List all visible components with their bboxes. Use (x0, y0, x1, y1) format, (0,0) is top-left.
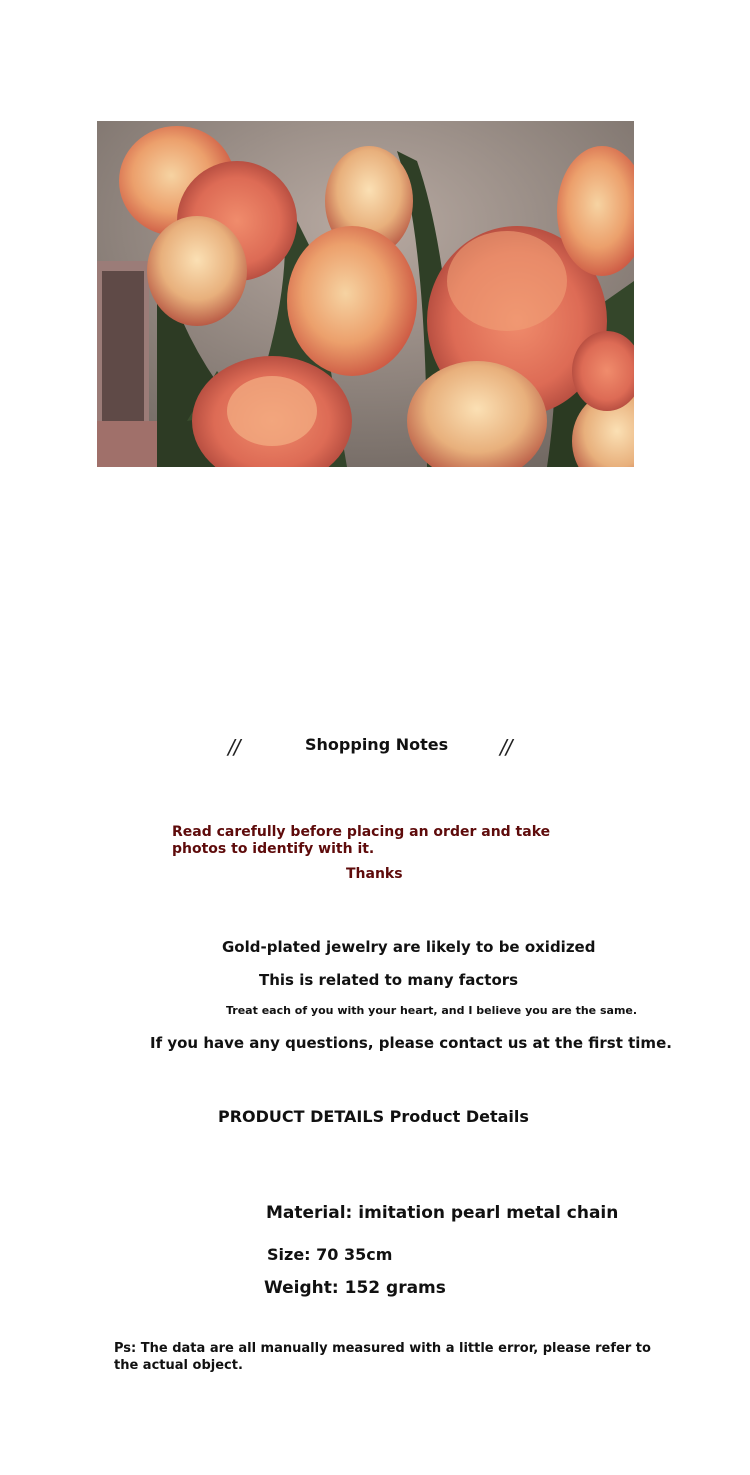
measurement-note: Ps: The data are all manually measured with a little error, please refer to the actual object. (114, 1341, 651, 1373)
heart-note: Treat each of you with your heart, and I believe you are the same. (226, 1004, 638, 1017)
roses-photo (97, 121, 634, 467)
shopping-notes-title: Shopping Notes (305, 735, 449, 754)
warning-text: Read carefully before placing an order and take photos to identify with it. (172, 824, 551, 857)
material-spec: Material: imitation pearl metal chain (266, 1203, 619, 1223)
slash-left: // (228, 735, 240, 759)
thanks-text: Thanks (346, 866, 403, 882)
size-spec: Size: 70 35cm (267, 1245, 393, 1264)
weight-spec: Weight: 152 grams (264, 1278, 446, 1298)
oxidized-note: Gold-plated jewelry are likely to be oxidized (222, 938, 596, 956)
slash-right: // (500, 735, 512, 759)
roses-illustration (97, 121, 634, 467)
factors-note: This is related to many factors (259, 971, 519, 989)
contact-note: If you have any questions, please contact us at the first time. (150, 1034, 672, 1052)
product-details-title: PRODUCT DETAILS Product Details (218, 1107, 529, 1126)
